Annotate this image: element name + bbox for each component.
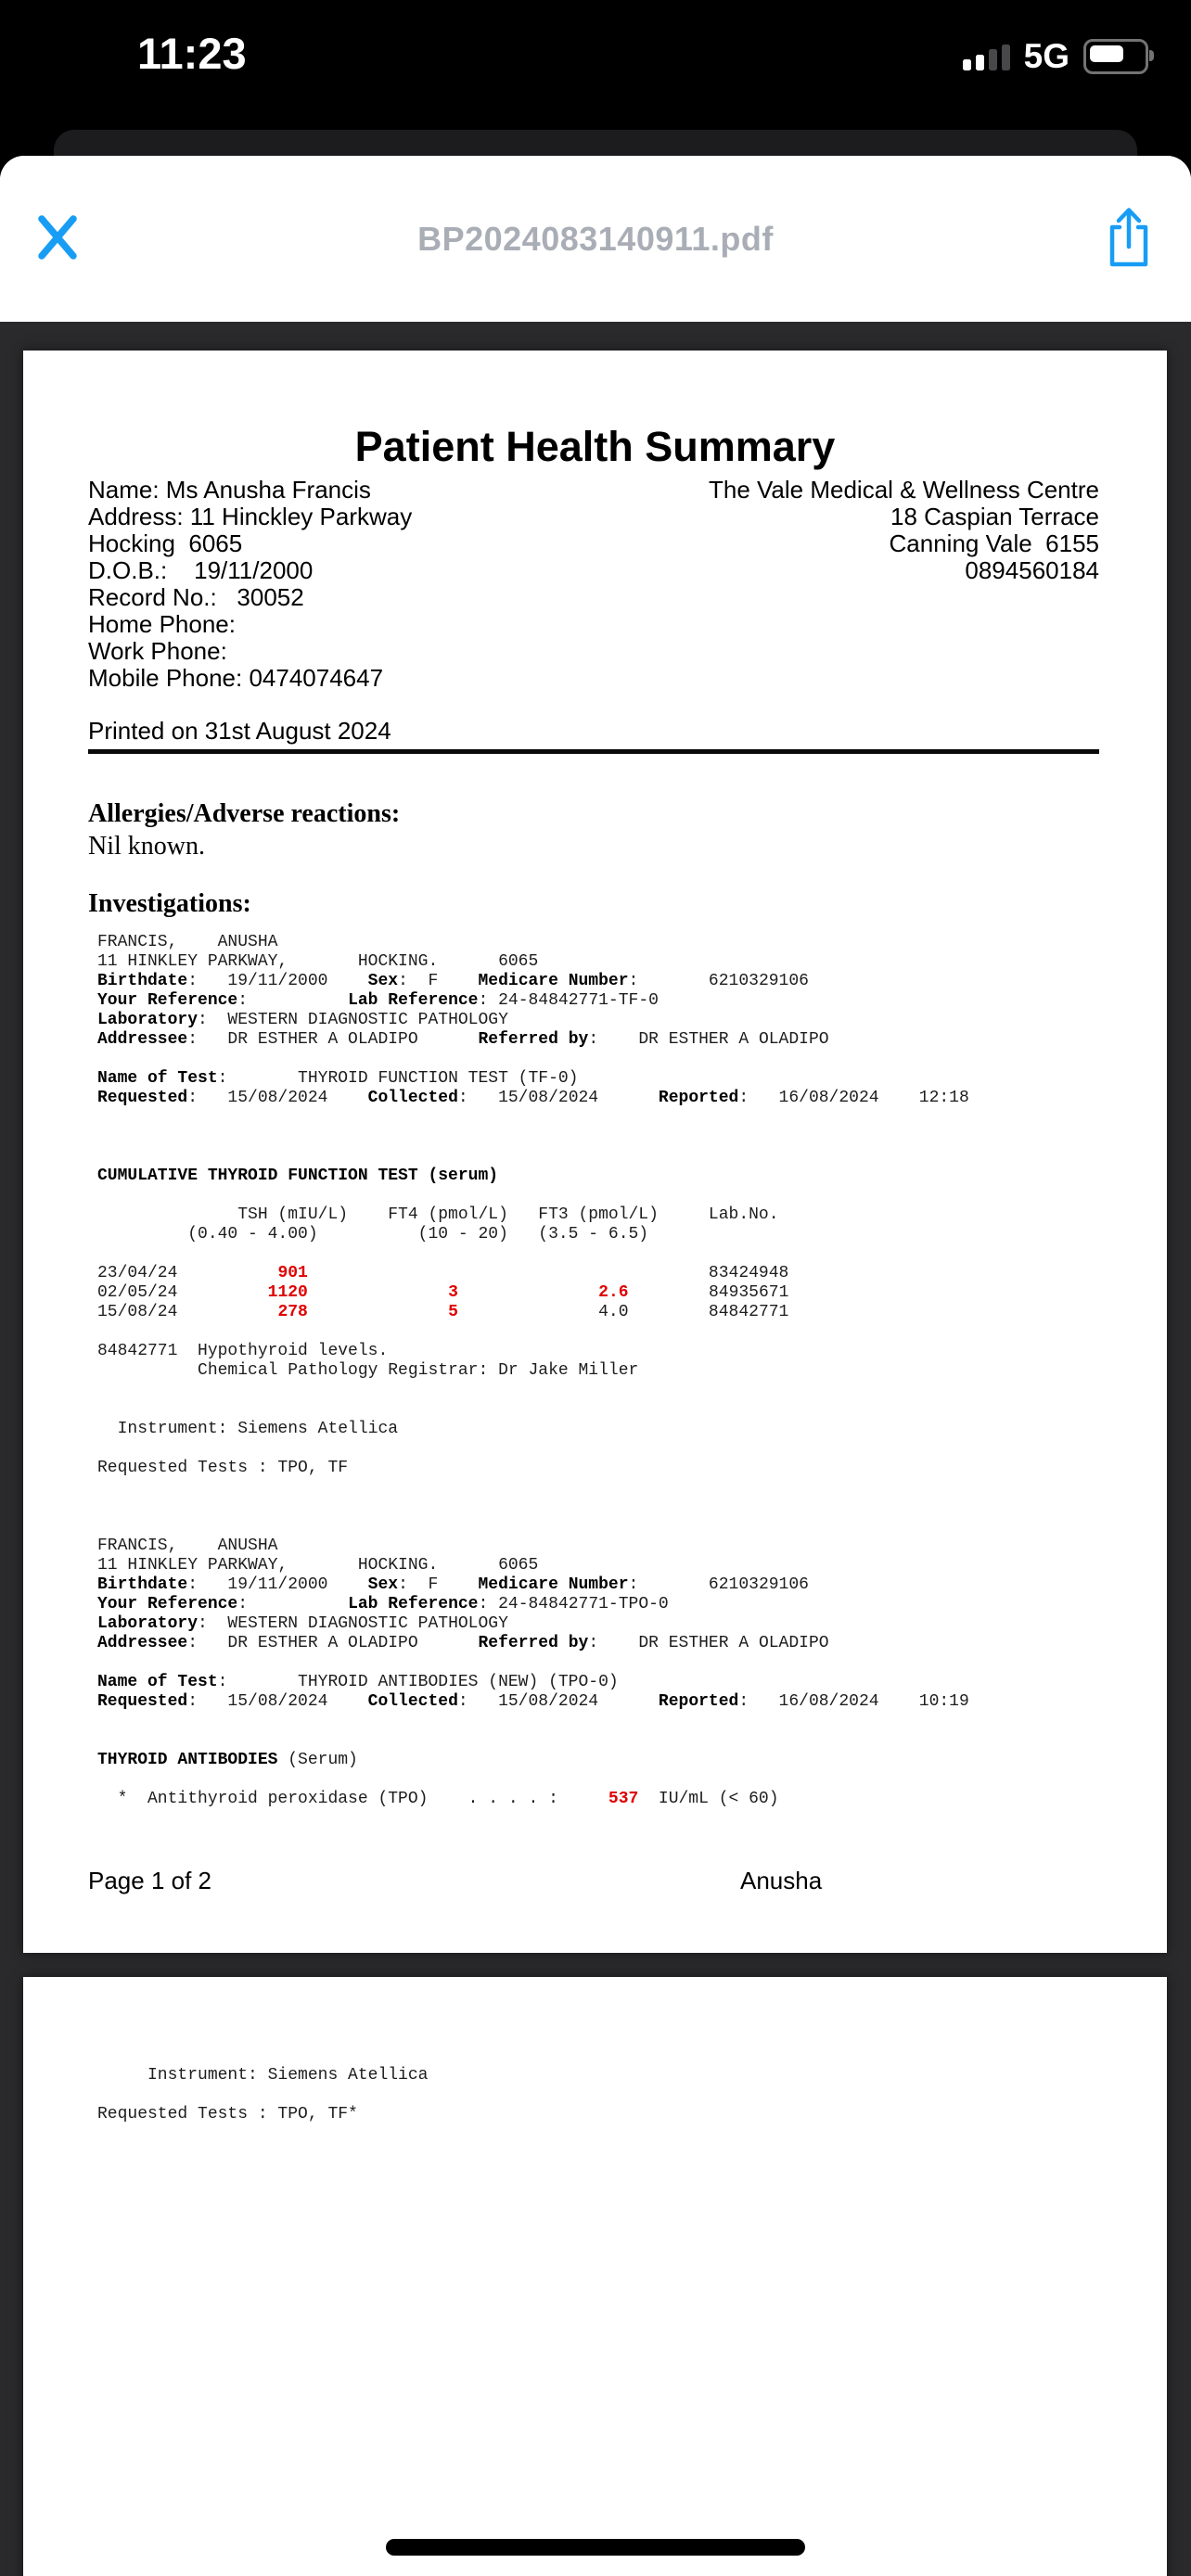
report-line (97, 1653, 1148, 1673)
report-line: Chemical Pathology Registrar: Dr Jake Miller (97, 1361, 639, 1380)
clinic-info-line: 0894560184 (965, 556, 1099, 584)
report-line: TSH (mIU/L) FT4 (pmol/L) FT3 (pmol/L) Lab.No. (97, 1205, 779, 1224)
patient-info-line: Hocking 6065 (88, 529, 243, 557)
report-line: 11 HINKLEY PARKWAY, HOCKING. 6065 (97, 952, 539, 971)
report-line: Your Reference: Lab Reference: 24-84842771-TF-0 (97, 991, 659, 1010)
patient-info-line: Name: Ms Anusha Francis (88, 476, 371, 504)
report-line: 23/04/24 901 83424948 (97, 1264, 789, 1282)
share-icon (1104, 205, 1154, 273)
patient-clinic-info (88, 477, 1099, 692)
report-line: 15/08/24 278 5 4.0 84842771 (97, 1303, 789, 1321)
clinic-info-line: Canning Vale 6155 (889, 529, 1099, 557)
report-line: 11 HINKLEY PARKWAY, HOCKING. 6065 (97, 1556, 539, 1575)
patient-info-line: Work Phone: (88, 637, 227, 665)
home-indicator[interactable] (386, 2539, 805, 2556)
pdf-page-1 (23, 351, 1167, 1953)
report-line: Requested: 15/08/2024 Collected: 15/08/2024 Reported: 16/08/2024 12:18 (97, 1089, 969, 1107)
footer-patient-name: Anusha (740, 1867, 823, 1894)
allergies-heading: Allergies/Adverse reactions: (88, 799, 401, 828)
report-line: * Antithyroid peroxidase (TPO) . . . . : 537 IU/mL (< 60) (97, 1790, 779, 1808)
report-line: Birthdate: 19/11/2000 Sex: F Medicare Number: 6210329106 (97, 1575, 809, 1594)
close-icon (37, 213, 78, 264)
report-line (97, 1731, 1148, 1751)
report-line: FRANCIS, ANUSHA (97, 1537, 278, 1555)
pdf-viewer-header (0, 156, 1191, 322)
report-line (97, 1147, 1148, 1167)
report-line (97, 1498, 1148, 1517)
report-line: (0.40 - 4.00) (10 - 20) (3.5 - 6.5) (97, 1225, 649, 1243)
investigations-heading: Investigations: (88, 889, 251, 918)
patient-info-line: D.O.B.: 19/11/2000 (88, 556, 314, 584)
report-line (97, 1108, 1148, 1128)
report-line: 84842771 Hypothyroid levels. (97, 1342, 389, 1360)
report-line: Name of Test: THYROID FUNCTION TEST (TF-0) (97, 1069, 579, 1088)
patient-info-line: Home Phone: (88, 610, 236, 638)
report-line: FRANCIS, ANUSHA (97, 933, 278, 951)
report-line (97, 1400, 1148, 1420)
clinic-info (709, 477, 1099, 692)
network-type-label: 5G (1023, 37, 1069, 75)
close-button[interactable] (37, 213, 111, 264)
cellular-signal-icon (963, 43, 1010, 70)
battery-icon (1083, 39, 1148, 74)
report-line: Instrument: Siemens Atellica (97, 1420, 399, 1438)
page-footer (88, 1867, 1099, 1895)
clock: 11:23 (137, 29, 247, 78)
allergies-value: Nil known. (88, 832, 205, 861)
report-line (97, 1381, 1148, 1400)
report-line: Name of Test: THYROID ANTIBODIES (NEW) (TPO-0) (97, 1673, 619, 1691)
report-line (97, 1478, 1148, 1498)
clinic-info-line: 18 Caspian Terrace (890, 503, 1099, 530)
report-line (97, 1128, 1148, 1147)
divider-rule (88, 749, 1099, 754)
status-bar (0, 0, 1191, 130)
report-line: 02/05/24 1120 3 2.6 84935671 (97, 1283, 789, 1302)
report-line (97, 1322, 1148, 1342)
patient-info-line: Record No.: 30052 (88, 583, 304, 611)
pdf-preview-sheet (0, 156, 1191, 2576)
report-line: Addressee: DR ESTHER A OLADIPO Referred by: DR ESTHER A OLADIPO (97, 1634, 829, 1652)
lab-report (97, 933, 1148, 1809)
printed-date-line: Printed on 31st August 2024 (88, 717, 391, 745)
report-line (97, 1439, 1148, 1459)
report-line: Instrument: Siemens Atellica (97, 2066, 429, 2085)
report-line: Requested: 15/08/2024 Collected: 15/08/2024 Reported: 16/08/2024 10:19 (97, 1692, 969, 1711)
page-title: Patient Health Summary (354, 423, 836, 470)
report-line (97, 1050, 1148, 1069)
report-line: Your Reference: Lab Reference: 24-84842771-TPO-0 (97, 1595, 669, 1613)
patient-info-line: Address: 11 Hinckley Parkway (88, 503, 413, 530)
clinic-info-line: The Vale Medical & Wellness Centre (708, 476, 1099, 504)
document-scroll-area[interactable] (0, 322, 1191, 2576)
document-title: BP2024083140911.pdf (417, 219, 774, 258)
report-line: THYROID ANTIBODIES (Serum) (97, 1751, 358, 1769)
lab-report-continued (97, 2066, 1148, 2124)
report-line: Laboratory: WESTERN DIAGNOSTIC PATHOLOGY (97, 1011, 508, 1029)
page-number: Page 1 of 2 (88, 1867, 211, 1894)
report-line (97, 1517, 1148, 1537)
report-line (97, 1186, 1148, 1205)
report-line: Birthdate: 19/11/2000 Sex: F Medicare Number: 6210329106 (97, 972, 809, 990)
status-icons (963, 37, 1148, 76)
patient-info (88, 477, 412, 692)
report-line: Addressee: DR ESTHER A OLADIPO Referred by: DR ESTHER A OLADIPO (97, 1030, 829, 1049)
report-line (97, 1712, 1148, 1731)
report-line (97, 2085, 1148, 2105)
report-line: CUMULATIVE THYROID FUNCTION TEST (serum) (97, 1167, 499, 1185)
report-line (97, 1244, 1148, 1264)
share-button[interactable] (1080, 205, 1154, 273)
report-line: Requested Tests : TPO, TF (97, 1459, 349, 1477)
patient-info-line: Mobile Phone: 0474074647 (88, 664, 384, 692)
pdf-page-2 (23, 1977, 1167, 2576)
report-line: Requested Tests : TPO, TF* (97, 2105, 358, 2123)
report-line: Laboratory: WESTERN DIAGNOSTIC PATHOLOGY (97, 1614, 508, 1633)
report-line (97, 1770, 1148, 1790)
